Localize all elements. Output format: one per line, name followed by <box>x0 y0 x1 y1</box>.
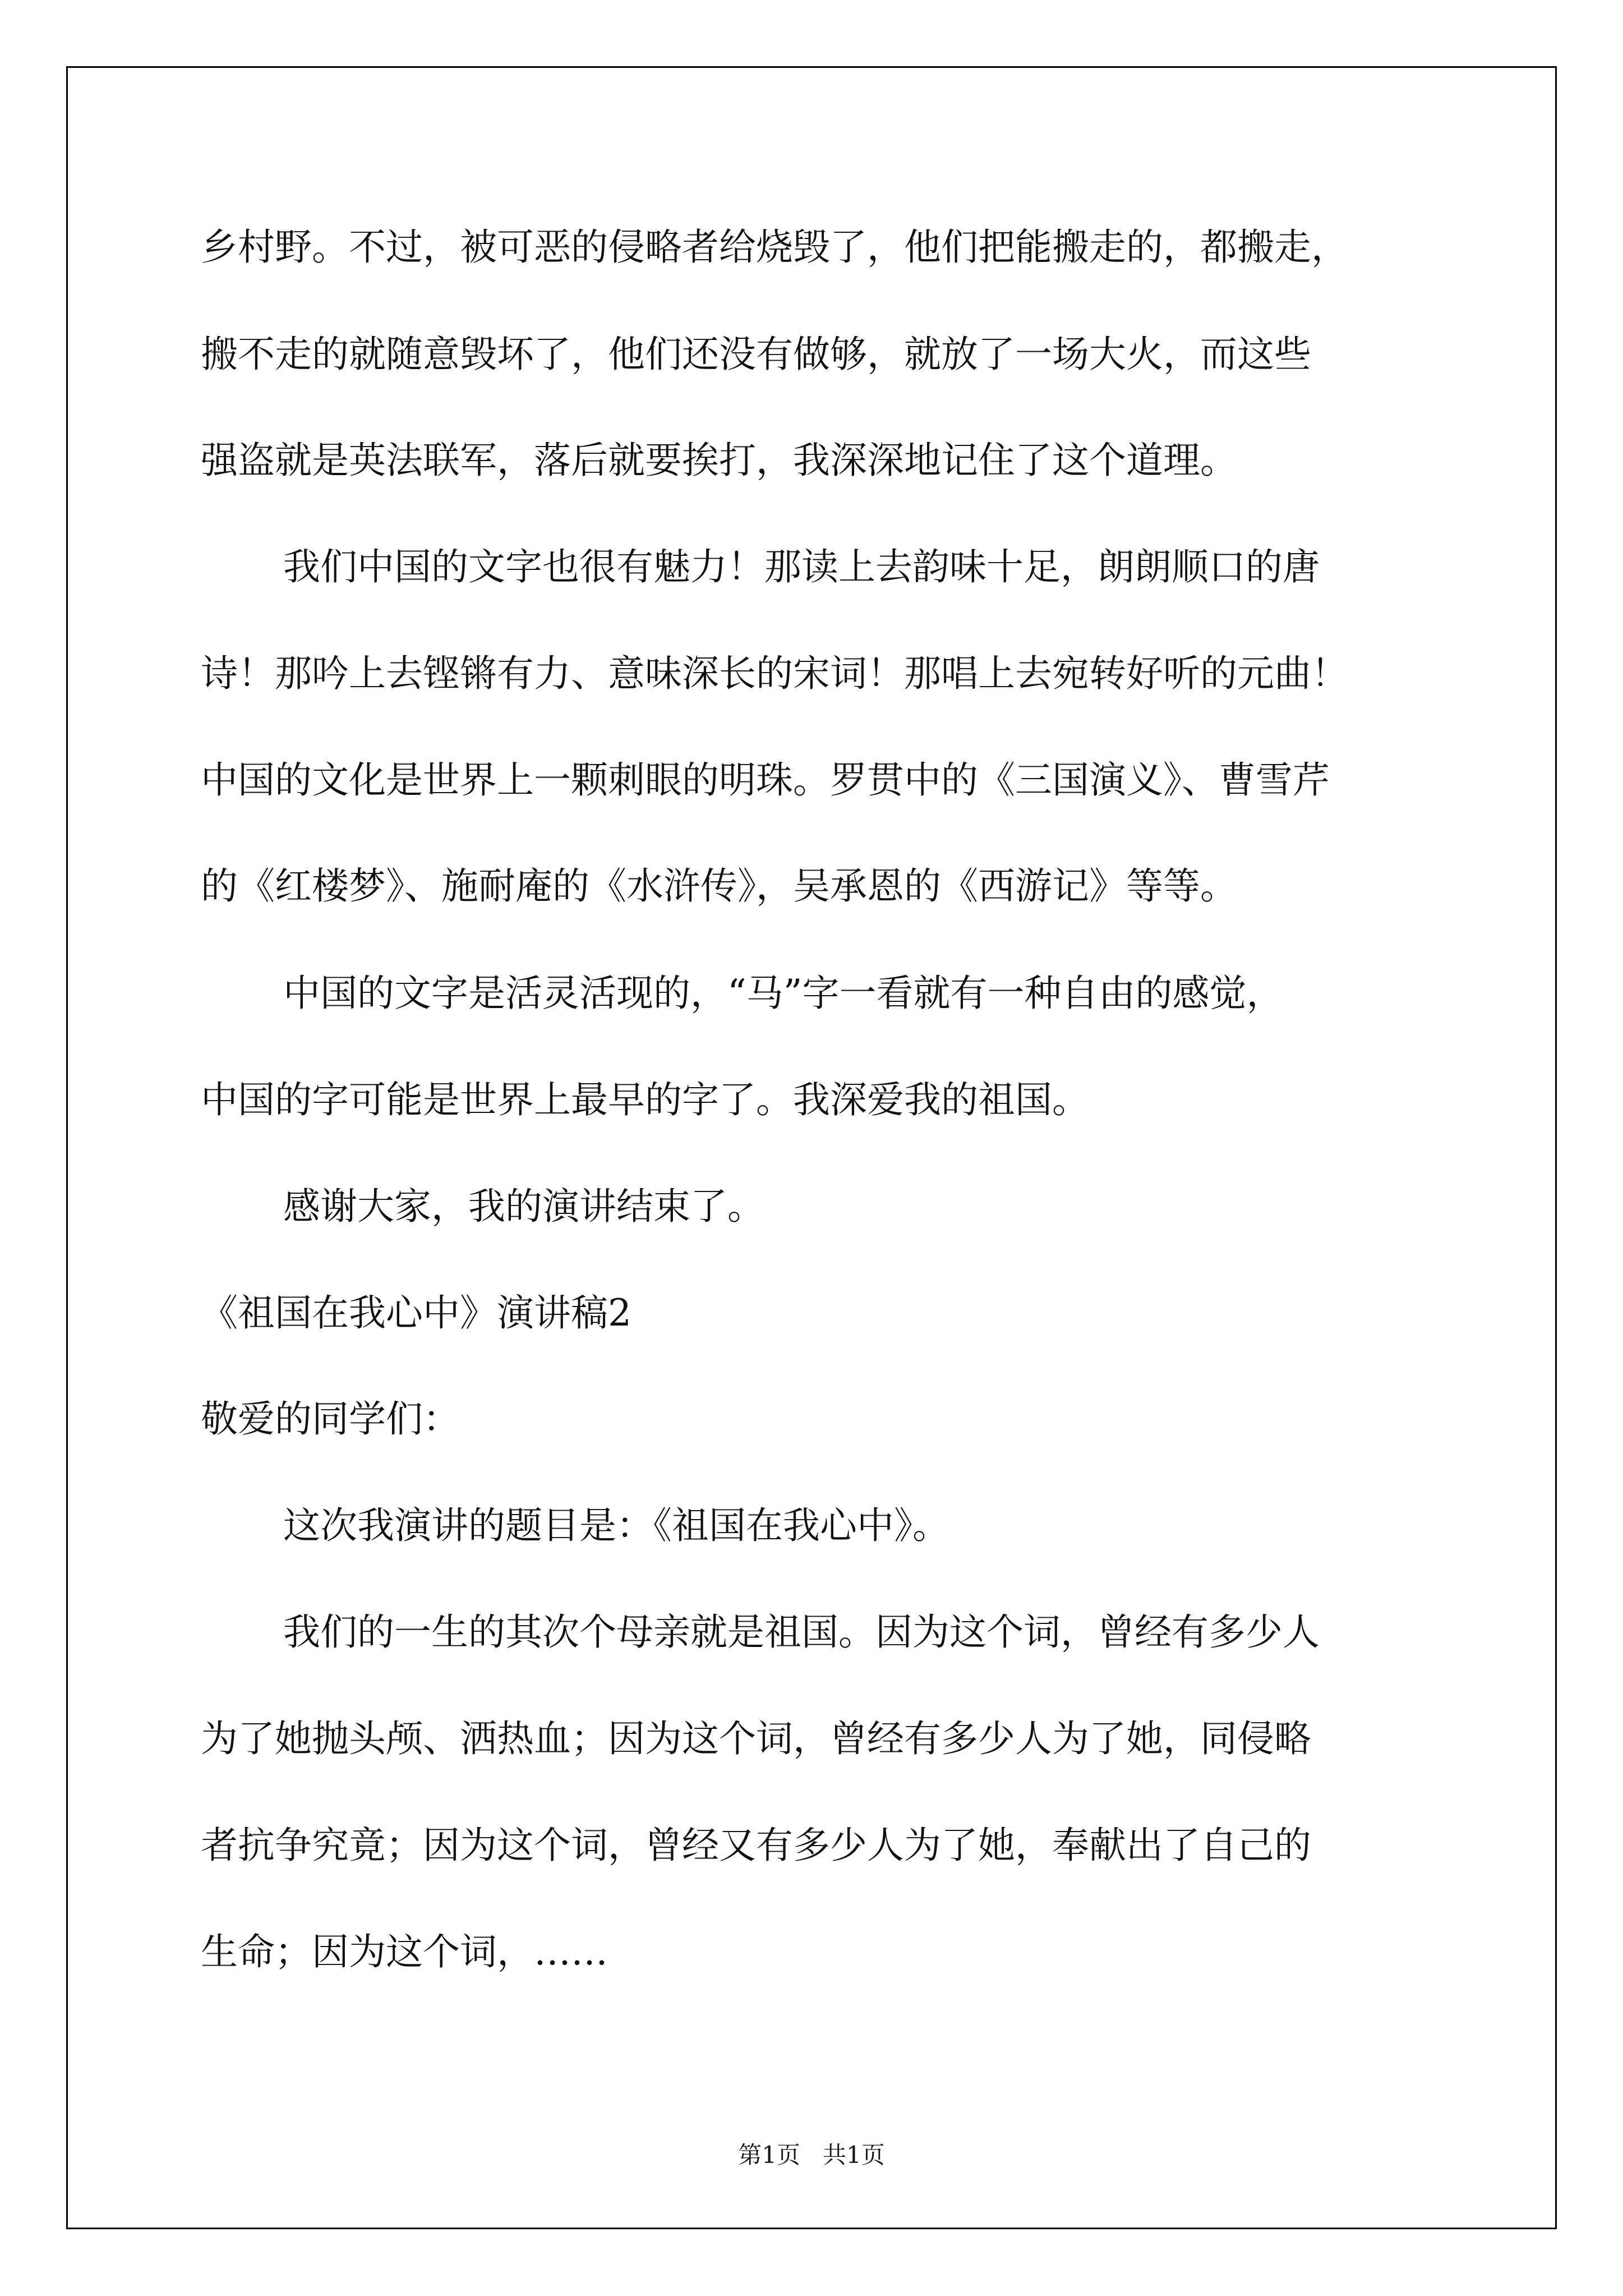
body-text-line: 者抗争究竟；因为这个词，曾经又有多少人为了她，奉献出了自己的 <box>201 1824 1311 1867</box>
body-text-line: 生命；因为这个词，…… <box>201 1930 608 1973</box>
paragraph-start-line: 中国的文字是活灵活现的，“马”字一看就有一种自由的感觉， <box>283 972 1284 1015</box>
body-text-line: 强盗就是英法联军，落后就要挨打，我深深地记住了这个道理。 <box>201 439 1237 482</box>
body-text-line: 诗！那吟上去铿锵有力、意味深长的宋词！那唱上去宛转好听的元曲！ <box>201 652 1348 695</box>
body-text-line: 搬不走的就随意毁坏了，他们还没有做够，就放了一场大火，而这些 <box>201 333 1311 376</box>
page-number-footer: 第1页 共1页 <box>738 2141 885 2169</box>
paragraph-start-line: 这次我演讲的题目是：《祖国在我心中》。 <box>283 1504 949 1547</box>
page-border <box>66 66 1557 2229</box>
body-text-line: 乡村野。不过，被可恶的侵略者给烧毁了，他们把能搬走的，都搬走， <box>201 226 1348 269</box>
body-text-line: 中国的文化是世界上一颗刺眼的明珠。罗贯中的《三国演义》、曹雪芹 <box>201 758 1330 802</box>
section-heading: 《祖国在我心中》演讲稿2 <box>201 1291 631 1335</box>
body-text-line: 中国的字可能是世界上最早的字了。我深爱我的祖国。 <box>201 1078 1089 1121</box>
paragraph-start-line: 我们中国的文字也很有魅力！那读上去韵味十足，朗朗顺口的唐 <box>283 545 1320 588</box>
paragraph-start-line: 我们的一生的其次个母亲就是祖国。因为这个词，曾经有多少人 <box>283 1611 1320 1654</box>
body-text-line: 为了她抛头颅、洒热血；因为这个词，曾经有多少人为了她，同侵略 <box>201 1717 1311 1760</box>
paragraph-start-line: 感谢大家，我的演讲结束了。 <box>283 1185 764 1228</box>
salutation-line: 敬爱的同学们： <box>201 1397 460 1441</box>
body-text-line: 的《红楼梦》、施耐庵的《水浒传》，吴承恩的《西游记》等等。 <box>201 864 1237 908</box>
